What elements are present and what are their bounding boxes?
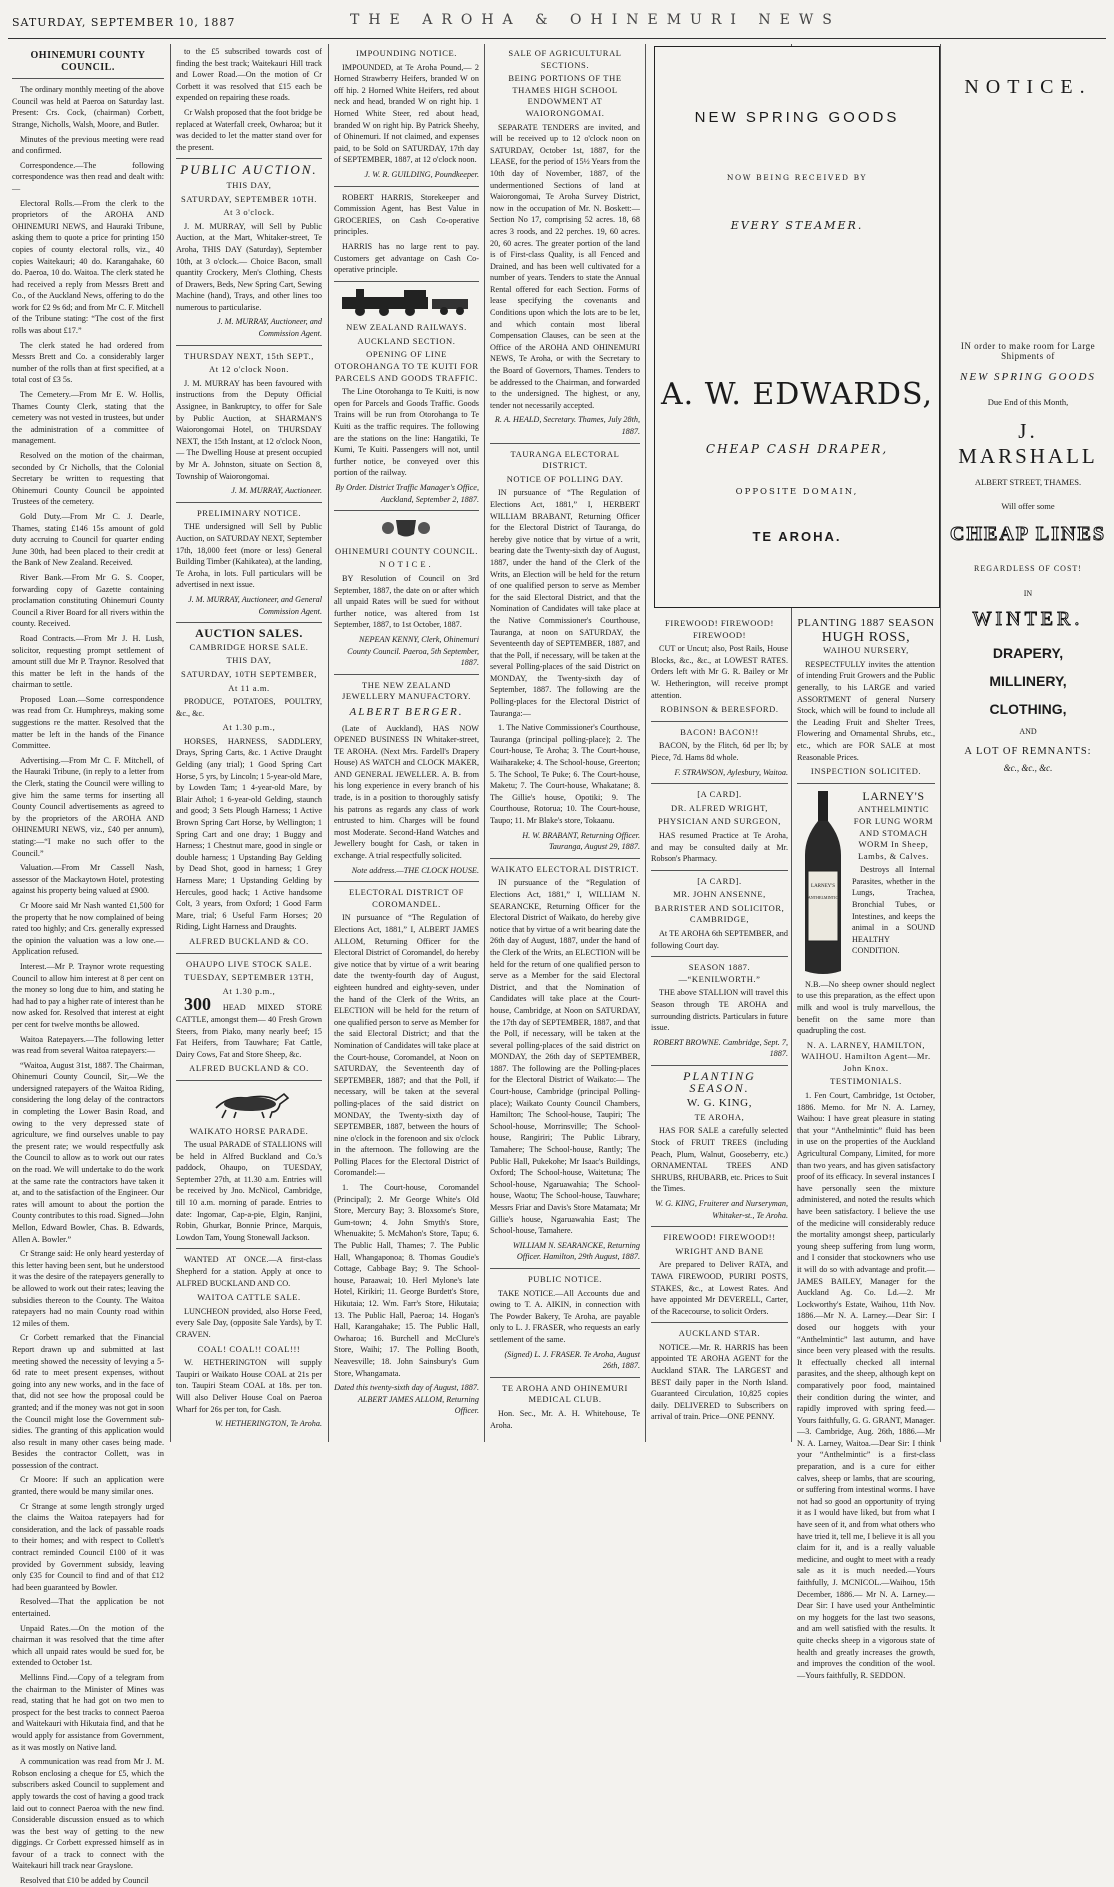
ad-body: BY Resolution of Council on 3rd September, 1887, the date on or after which all unpaid Rates will be sued for without further notice, was altered from 1st September, 1887, to 1st October, 1887. bbox=[334, 573, 479, 630]
divider bbox=[651, 870, 788, 871]
ad-title: WAITOA CATTLE SALE. bbox=[197, 1292, 301, 1303]
ad-title: BACON! BACON!! bbox=[680, 726, 759, 737]
locomotive-engraving bbox=[334, 287, 479, 317]
ad-title: THURSDAY NEXT, 15th SEPT., bbox=[184, 350, 314, 361]
article-paragraph: Advertising.—From Mr C. F. Mitchell, of the Hauraki Tribune, (in reply to a letter from the Clerk, stating the Council were willing to give him the same terms for inserting all County Council advertisements as agreed to by the proprietors of the AROHA AND OHINEMURI NEWS, viz., £40 per annum), stating:—“I make no such offer to the Council.” bbox=[12, 755, 164, 858]
divider bbox=[334, 281, 479, 282]
ad-title: OHAUPO LIVE STOCK SALE. bbox=[185, 958, 313, 969]
divider bbox=[176, 953, 322, 954]
masthead: THE AROHA & OHINEMURI NEWS bbox=[350, 12, 841, 28]
ad-name: J. MARSHALL bbox=[958, 419, 1098, 468]
ad-title: OHINEMURI COUNTY COUNCIL. bbox=[335, 545, 478, 556]
column-divider bbox=[940, 44, 941, 1442]
ad-body: HARRIS has no large rent to pay. Customers get advantage on Cash Co-operative principle. bbox=[334, 241, 479, 275]
ad-body: The Line Otorohanga to Te Kuiti, is now open for Parcels and Goods Traffic. Goods Trains will be run from Otorohanga to Te Kuiti as the traffic requires. The following are the stations on the line: Hangatiki, Te Kumi, Te Kuiti. Passengers will not, until further notice, be conveyed over this portion of the railway. bbox=[334, 387, 479, 478]
divider bbox=[797, 783, 935, 784]
ad-title: WAIKATO HORSE PARADE. bbox=[189, 1125, 309, 1136]
ad-signature: J. M. MURRAY, Auctioneer, and Commission Agent. bbox=[216, 317, 322, 339]
ad-signature: ROBERT BROWNE. Cambridge, Sept. 7, 1887. bbox=[653, 1037, 788, 1059]
ad-title: PLANTING 1887 SEASON bbox=[797, 617, 935, 629]
divider bbox=[176, 158, 322, 159]
divider bbox=[651, 1065, 788, 1066]
article-paragraph: Unpaid Rates.—On the motion of the chairman it was resolved that the time after which all unpaid rates would be sued for, be extended to October 1st. bbox=[12, 1623, 164, 1668]
article-paragraph: “Waitoa, August 31st, 1887. The Chairman, Ohinemuri County Council, Sir,—We the undersigned ratepayers of the Waitoa Riding, considering the long delay of the contractors in completing the Lower Basin Road, and owing to the very depressed state of agriculture, we find ourselves unable to pay the present rate; we would respectfully ask the Council to allow as to work out our rates on the road. We will undertake to do the work at the same rate the contractors have taken it at, and to the satisfaction of the Engineer. Our rates will amount to about the portion the County contributes to this road. Signed—John Mellon, Edward Bowler, Chas. B. Edwards, Allen A. Bowler.” bbox=[12, 1060, 164, 1244]
ad-body: RESPECTFULLY invites the attention of intending Fruit Growers and the Public generally, to his LARGE and varied ASSORTMENT of general Nursery Stock, which will be found to include all the Leading Fruit and Shelter Trees, Flowering and Ornamental Shrubs, etc., etc., which are FOR SALE at most Reasonable Prices. bbox=[797, 659, 935, 762]
ad-line: TE AROHA, bbox=[694, 1111, 745, 1122]
divider bbox=[651, 721, 788, 722]
coat-of-arms-icon bbox=[334, 516, 479, 540]
ad-line: MILLINERY, bbox=[989, 673, 1067, 689]
ad-title: TESTIMONIALS. bbox=[830, 1076, 902, 1087]
article-paragraph: Cr Moore said Mr Nash wanted £1,500 for the property that he now complained of being rated too highly; and Crs. generally expressed the opinion the valuation was a low one.—Application refused. bbox=[12, 900, 164, 957]
article-paragraph: Cr Strange said: He only heard yesterday of this letter having been sent, but he understood it was the desire of the ratepayers generally to be allowed to work out their rates; leaving the subsidies thereon to the County. The Waitoa ratepayers had no main County road within 12 miles of them. bbox=[12, 1249, 164, 1328]
ad-line: TUESDAY, SEPTEMBER 13TH, bbox=[184, 972, 314, 983]
article-paragraph: Minutes of the previous meeting were read and confirmed. bbox=[12, 134, 164, 156]
ad-line: NOTICE. bbox=[379, 559, 434, 570]
ad-body: HAS FOR SALE a carefully selected Stock of FRUIT TREES (including Peach, Plum, Walnut, Gooseberry, etc.) ORNAMENTAL TREES AND SHRUBS, RHUBARB, etc. Prices to Suit the Times. bbox=[651, 1126, 788, 1194]
article-paragraph: The ordinary monthly meeting of the above Council was held at Paeroa on Saturday last. Present: Crs. Cock, (chairman) Corbett, Strange, Nicholls, Walsh, Moore, and Butler. bbox=[12, 85, 164, 129]
ad-body: The usual PARADE of STALLIONS will be held in Alfred Buckland and Co.'s paddock, Ohaupo, on TUESDAY, September 27th, at 11.30 a.m. Entries will be received by Jno. McNicol, Cambridge, till 10 a.m. morning of parade. Entries to date: Ingomar, Cap-a-pie, Elgin, Ranjini, Robin, Ghurkar, Bonnie Prince, Marquis, Lowdon Tam, Young Stonewall Jackson. bbox=[176, 1140, 322, 1242]
article-paragraph: Valuation.—From Mr Cassell Nash, assessor of the Mackaytown Hotel, protesting against his property being valued at £900. bbox=[12, 863, 164, 896]
divider bbox=[176, 1248, 322, 1249]
ad-signature: ALFRED BUCKLAND & CO. bbox=[189, 935, 309, 946]
ad-body: J. M. MURRAY has been favoured with instructions from the Deputy Official Assignee, in Bankruptcy, to offer for Sale by Public Auction, at SHARMAN'S Waiorongomai Hotel, on THURSDAY NEXT, the 15th Instant, at 12 o'clock Noon,— The Dwelling House at present occupied by Mr A. Johnston, situate on Section 8, Township of Waiorongomai. bbox=[176, 378, 322, 481]
ad-line: IN bbox=[1023, 589, 1033, 598]
ad-title: AUCTION SALES. bbox=[195, 626, 303, 641]
article-paragraph: Correspondence.—The following correspondence was then read and dealt with:— bbox=[12, 160, 164, 193]
ad-line: NOW BEING RECEIVED BY bbox=[726, 173, 868, 182]
column-nursery-anthelmintic bbox=[797, 616, 935, 1680]
ad-signature: NEPEAN KENNY, Clerk, Ohinemuri County Council. Paeroa, 5th September, 1887. bbox=[347, 634, 479, 668]
divider bbox=[176, 1080, 322, 1081]
column-notices bbox=[334, 46, 479, 1441]
column-divider bbox=[645, 44, 646, 1442]
ad-body: HEAD MIXED STORE CATTLE, amongst them— 40 Fresh Grown Steers, from Piako, many nearly beef; 15 Fat Heifers, from Tauwhare; Fat Cattle, Dairy Cows, Fat and Store Sheep, &c. bbox=[176, 1003, 323, 1059]
ad-title: PUBLIC AUCTION. bbox=[180, 162, 318, 178]
ad-title: PRELIMINARY NOTICE. bbox=[196, 507, 302, 518]
column-auctions bbox=[176, 46, 322, 1441]
divider bbox=[651, 956, 788, 957]
ad-signature: F. STRAWSON, Aylesbury, Waitoa. bbox=[674, 767, 788, 777]
ad-signature: J. M. MURRAY, Auctioneer, and General Commission Agent. bbox=[188, 594, 322, 616]
column-elections bbox=[490, 46, 640, 1441]
ad-line: At 3 o'clock. bbox=[223, 207, 275, 218]
ad-body: THE undersigned will Sell by Public Auction, on SATURDAY NEXT, September 17th, 18,000 feet (more or less) General Building Timber (Kahikatea), at the landing, Te Aroha, in lots. Full particulars will be advertised in next issue. bbox=[176, 522, 322, 590]
ad-line: WRIGHT AND BANE bbox=[675, 1245, 764, 1256]
ad-line: THIS DAY, bbox=[226, 655, 272, 666]
divider bbox=[651, 1322, 788, 1323]
column-marshall-notice bbox=[946, 46, 1110, 1441]
ad-title: COAL! COAL!! COAL!!! bbox=[197, 1343, 301, 1354]
ad-name: W. G. KING, bbox=[686, 1097, 753, 1110]
ad-signature: J. W. R. GUILDING, Poundkeeper. bbox=[364, 169, 479, 179]
ad-signature: Dated this twenty-sixth day of August, 1887. ALBERT JAMES ALLOM, Returning Officer. bbox=[334, 1383, 479, 1416]
ad-signature: WILLIAM N. SEARANCKE, Returning Officer. Hamilton, 29th August, 1887. bbox=[512, 1240, 640, 1262]
ad-body: (Late of Auckland), HAS NOW OPENED BUSINESS IN Whitaker-street, TE AROHA. (Next Mrs. Fardell's Drapery House) AS WATCH and CLOCK MAKER, AND GENERAL JEWELLER. A. B. from his long experience in every branch of his trade, is in a position to thoroughly satisfy his patrons as regards any class of work entrusted to him. Charges will be found most Moderate. Second-Hand Watches and Jewellery bought for Cash, or taken in exchange. A trial respectfully solicited. bbox=[334, 723, 479, 861]
anthelmintic-copy bbox=[852, 789, 935, 979]
ad-signature: W. G. KING, Fruiterer and Nurseryman, Whitaker-st., Te Aroha. bbox=[655, 1198, 788, 1220]
ad-headline: NOTICE. bbox=[964, 76, 1092, 98]
ad-line: DRAPERY, bbox=[992, 645, 1064, 661]
ad-line: CHEAP CASH DRAPER, bbox=[705, 442, 889, 456]
ad-signature: Note address.—THE CLOCK HOUSE. bbox=[351, 865, 479, 875]
ad-line: BARRISTER AND SOLICITOR, CAMBRIDGE, bbox=[654, 902, 785, 925]
svg-text:ANTHELMINTIC: ANTHELMINTIC bbox=[807, 894, 839, 900]
ad-line: TE AROHA. bbox=[752, 529, 842, 544]
ad-body: 1. The Native Commissioner's Courthouse, Tauranga (principal polling-place); 2. The Court-house, Te Aroha; 3. The Court-house, Waiharakeke; 4. The School-house, Greerton; 5. The School, Te Puke; 6. The Court-house, Maketu; 7. The Court-house, Whakatane; 8. The Gillie's house, Opotiki; 9. The Courthouse, Rotorua; 10. The Court-house, Taupo; 11. Mr Blake's store, Tokaanu. bbox=[490, 723, 640, 825]
ad-line: IN order to make room for Large Shipments of bbox=[960, 341, 1096, 361]
article-paragraph: Proposed Loan.—Some correspondence was read from Cr. Humphreys, making some suggestions re the matter. Resolved that the matter be left in the hands of the Finance Committee. bbox=[12, 694, 164, 751]
ad-title: TAURANGA ELECTORAL DISTRICT. bbox=[510, 448, 620, 471]
ad-title: ELECTORAL DISTRICT OF COROMANDEL. bbox=[349, 887, 464, 909]
ad-name: ALBERT BERGER. bbox=[349, 705, 464, 718]
ad-line: OPPOSITE DOMAIN, bbox=[735, 487, 859, 497]
article-paragraph: Cr Corbett remarked that the Financial Report drawn up and submitted at last meeting showed the necessity of levying a 5-6d rate to meet present expenses, without going into any new works, and in the face of that, did not see how the proposal could be granted; and if the money was not got in soon the Council might lose the Government sub-sidies. The granting of this application would also result in many other cases being made. Besides the contractor Collett, was in possession of the contract. bbox=[12, 1333, 164, 1470]
ad-body: J. M. MURRAY, will Sell by Public Auction, at the Mart, Whitaker-street, Te Aroha, THIS DAY (Saturday), September 10th, at 3 o'clock.— Choice Bacon, small quantity Crockery, Men's Clothing, Chests of Drawers, Beds, New Spring Cart, Sewing Machine (hand), Trays, and other lines too numerous to particularise. bbox=[176, 221, 322, 312]
article-paragraph: Mellinns Find.—Copy of a telegram from the chairman to the Minister of Mines was read, stating that he had got on two men to prospect for the best tracks to connect Paeroa and Waitekauri with Hikutaia find, and that he would apply for assistance from Government, as it was mostly on Native land. bbox=[12, 1672, 164, 1752]
ad-line: CLOTHING, bbox=[989, 701, 1067, 717]
divider bbox=[490, 858, 640, 859]
ad-signature: H. W. BRABANT, Returning Officer. Tauranga, August 29, 1887. bbox=[522, 830, 640, 852]
page-header bbox=[0, 0, 1114, 42]
ad-body: THE above STALLION will travel this Season through TE AROHA and surrounding districts. Particulars in future issue. bbox=[651, 988, 788, 1033]
ad-line: A LOT OF REMNANTS: bbox=[964, 746, 1092, 757]
article-paragraph: River Bank.—From Mr G. S. Cooper, forwarding copy of Gazette containing proclamation constituting Ohinemuri County Council a River Board for all rivers within the county. Received. bbox=[12, 572, 164, 629]
ad-title: FIREWOOD! FIREWOOD! FIREWOOD! bbox=[665, 618, 774, 640]
ad-title: TE AROHA AND OHINEMURI MEDICAL CLUB. bbox=[502, 1382, 628, 1405]
ad-body: Hon. Sec., Mr. A. H. Whitehouse, Te Aroha. bbox=[490, 1408, 640, 1430]
ad-signature: N. A. LARNEY, HAMILTON, WAIHOU. Hamilton Agent—Mr. John Knox. bbox=[801, 1039, 931, 1073]
article-paragraph: Cr Moore: If such an application were granted, there would be many similar ones. bbox=[12, 1475, 164, 1497]
ad-body: SEPARATE TENDERS are invited, and will be received up to 12 o'clock noon on SATURDAY, October 1st, 1887, for the LEASE, for the period of 15½ Years from the 10th day of November, 1887, of the undermentioned Sections of land at Waiorongomai, Te Aroha Survey District, now in the occupation of Mr. N. Boskett:— Section No 17, comprising 52 acres. 18, 68 acres 3 roods, and 22 perches. 19, 60 acres. 20, 60 acres. The greater portion of the land is of First-class Quality, is all Fenced and Drained, and has been well cultivated for a number of years. Tenders to state the Annual Rental offered for each Section. Forms of lease specifying the covenants and Conditions upon which the lots are to be let, and which contain most liberal Compensation Clauses, can be seen at the Office of the AROHA AND OHINEMURI NEWS, Te Aroha, or with the Secretary to the Board of Governors, Thames. Tenders to be addressed to the Chairman, and forwarded to the undersigned. The highest, or any, tender not necessarily accepted. bbox=[490, 122, 640, 410]
article-paragraph: The Cemetery.—From Mr E. W. Hollis, Thames County Clerk, stating that the cemetery was not vested in trustees, but under the administration of a committee of management. bbox=[12, 390, 164, 446]
ad-title: NEW ZEALAND RAILWAYS. bbox=[346, 322, 467, 333]
ad-line: REGARDLESS OF COST! bbox=[974, 564, 1082, 573]
ad-line: CAMBRIDGE HORSE SALE. bbox=[189, 641, 309, 652]
ad-line: ALBERT STREET, THAMES. bbox=[974, 477, 1082, 487]
divider bbox=[334, 881, 479, 882]
ad-body: NOTICE.—Mr. R. HARRIS has been appointed TE AROHA AGENT for the Auckland STAR. The LARGEST and BEST daily paper in the North Island. Guaranteed Circulation, 10,825 copies daily. DELIVERED to Subscribers on arrival of train. Price—ONE PENNY. bbox=[651, 1342, 788, 1422]
ad-title: SALE OF AGRICULTURAL SECTIONS. bbox=[508, 48, 622, 70]
ad-body: W. HETHERINGTON will supply Taupiri or Waikato House COAL at 21s per ton. Taupiri Steam COAL at 18s. per ton. Will also Deliver House Coal on Paeroa Wharf for 26s per ton, for Cash. bbox=[176, 1358, 322, 1414]
ad-line: [A CARD]. bbox=[697, 875, 742, 886]
ad-body: IN pursuance of “The Regulation of Elections Act, 1881,” I, HERBERT WILLIAM BRABANT, Returning Officer for the Electoral District of Tauranga, do hereby give notice that by virtue of a writ, bearing date the Twenty-sixth day of August, 1887, under the hand of the Clerk of the Writs, an Election will be held for the return of one qualified person to serve as Member for the said Electoral District, and that the Nomination of Candidates will take place at the Native Commissioner's Courthouse, Tauranga, at noon on SATURDAY, the Seventeenth day of SEPTEMBER, 1887, and that the Poll, if necessary, will be taken at the several Polling-places of the said District on MONDAY, the Twenty-sixth day of September, 1887. The following are the Polling-places for the Electoral District of Tauranga:— bbox=[490, 488, 640, 718]
article-paragraph: Resolved—That the application be not entertained. bbox=[12, 1597, 164, 1618]
ad-name: LARNEY'S bbox=[862, 788, 925, 803]
ad-line: ANTHELMINTIC FOR LUNG WORM AND STOMACH WORM In Sheep, Lambs, & Calves. bbox=[853, 804, 934, 861]
ad-title: MR. JOHN ANSENNE, bbox=[673, 889, 766, 900]
header-rule bbox=[8, 38, 1106, 39]
svg-text:LARNEY'S: LARNEY'S bbox=[811, 883, 835, 889]
column-divider bbox=[484, 44, 485, 1442]
article-continued: Cr Walsh proposed that the foot bridge be replaced at Waterfall creek, Owharoa; but it was decided to let the matter stand over for the present. bbox=[176, 107, 322, 152]
ad-title: AUCKLAND STAR. bbox=[678, 1328, 761, 1339]
divider bbox=[651, 1226, 788, 1227]
ad-name: HUGH ROSS, bbox=[821, 629, 911, 645]
ad-title: WAIKATO ELECTORAL DISTRICT. bbox=[491, 863, 639, 874]
article-continued: to the £5 subscribed towards cost of finding the best track; Waitekauri Hill track and Lower Road.—On the motion of Cr Corbett it was resolved that £15 each be expended on repairing these roads. bbox=[176, 47, 322, 103]
article-paragraph: Waitoa Ratepayers.—The following letter was read from several Waitoa ratepayers:— bbox=[12, 1034, 164, 1056]
article-paragraph: Gold Duty.—From Mr C. J. Dearle, Thames, stating £146 15s amount of gold duty accruing to Council for quarter ending June 30th, had been placed to their credit at the Bank of New Zealand. Received. bbox=[12, 511, 164, 568]
ad-line: BEING PORTIONS OF THE THAMES HIGH SCHOOL ENDOWMENT AT WAIORONGOMAI. bbox=[508, 73, 622, 118]
article-paragraph: Resolved that £10 be added by Council bbox=[20, 1876, 149, 1886]
ad-title: PUBLIC NOTICE. bbox=[527, 1273, 603, 1284]
column-small-ads bbox=[651, 616, 788, 1441]
ad-title: PLANTING SEASON. bbox=[683, 1069, 756, 1095]
ad-title: DR. ALFRED WRIGHT, bbox=[671, 802, 768, 813]
ad-line: PHYSICIAN AND SURGEON, bbox=[657, 816, 781, 827]
ad-body: CUT or Uncut; also, Post Rails, House Blocks, &c., &c., at LOWEST RATES. Orders left with Mr G. R. Bailey or Mr W. Hetherington, will receive prompt attention. bbox=[651, 644, 788, 700]
ad-headline: WINTER. bbox=[972, 608, 1084, 630]
ad-name: A. W. EDWARDS, bbox=[660, 377, 934, 412]
ad-line: NOTICE OF POLLING DAY. bbox=[506, 473, 624, 484]
ad-line: At 1.30 p.m., bbox=[222, 985, 276, 996]
ad-body: BACON, by the Flitch, 6d per lb; by Piece, 7d. Hams 8d whole. bbox=[651, 741, 788, 762]
ad-line: AND bbox=[1019, 727, 1037, 736]
article-paragraph: Resolved on the motion of the chairman, seconded by Cr Nicholls, that the Colonial Secretary be written to requesting that Ohinemuri County Council be appointed Trustees of the cemetery. bbox=[12, 451, 164, 507]
column-divider bbox=[328, 44, 329, 1442]
ad-signature: R. A. HEALD, Secretary. Thames, July 28th, 1887. bbox=[494, 415, 640, 436]
ad-body: IMPOUNDED, at Te Aroha Pound,— 2 Horned Strawberry Heifers, branded W on off hip. 2 Horned White Heifers, red about neck and head, branded W on right hip. 1 Horned White Steer, red about head, branded W on right hip. By Patrick Sheehy, of Ohinemuri. If not claimed, and expenses paid, to be Sold on SATURDAY, 17th day of SEPTEMBER, 1887, at 12 o'clock noon. bbox=[334, 62, 479, 165]
medicine-bottle-illustration bbox=[797, 789, 849, 979]
ad-line: [A CARD]. bbox=[697, 789, 742, 800]
ad-signature: By Order. District Traffic Manager's Office, Auckland, September 2, 1887. bbox=[335, 483, 479, 504]
ad-body: Destroys all Internal Parasites, whether in the Lungs, Trachea, Bronchial Tubes, or Intestines, and keeps the animal in a SOUND HEALTHY CONDITION. bbox=[852, 865, 935, 956]
ad-body: ROBERT HARRIS, Storekeeper and Commission Agent, has Best Value in GROCERIES, on Cash Co-operative principles. bbox=[334, 192, 479, 237]
ad-signature: ALFRED BUCKLAND & CO. bbox=[189, 1063, 309, 1074]
horse-engraving bbox=[176, 1086, 322, 1120]
anthelmintic-ad bbox=[797, 789, 935, 979]
column-council-report bbox=[12, 46, 164, 1886]
ad-body: 1. Fen Court, Cambridge, 1st October, 1886. Memo. for Mr N. A. Larney, Waihou: I have great pleasure in stating that your “Anthelmintic” fluid has been in use on the properties of the Auckland Agricultural Company, Limited, for more than two years, and has given satisfactory proof of its efficacy. In several instances I have personally seen the mixture administered, and noted the results which have been satisfactory. I believe the use of the medicine will considerably reduce the mortality amongst sheep, particularly young sheep suffering from lung worm, and I consider that stockowners who use it will do so with advantage and profit.—JAMES BAILEY, Manager for the Auckland Ag. Co. Ld.—2. Mr Lockworthy's Estate, Waihou, 11th Nov. 1886.—Mr N. A. Larney.—Dear Sir: I dosed our hoggets with your “Anthelmintic” last autumn, and have since been very pleased with the results. It effectually checked all internal parasites, and the sheep, although kept on comparatively poor food, maintained their condition during the winter, and rapidly improved with spring feed.—Yours faithfully, G. G. GRANT, Manager.—3. Cambridge, Aug. 26th, 1886.—Mr N. A. Larney, Waitoa.—Dear Sir: I think your “Anthelmintic” is a first-class preparation, and is a cure for either calves, sheep or lambs, that are scouring, or suffering from intestinal worms. I have not had so good an opportunity of trying it as I would have liked, but from what I have seen of it, and from what others who have tried it, tell me, I believe it is all you claim for it, and is a really valuable medicine, and ought to meet with a ready sale as it is much needed.—Yours faithfully, J. MCNICOL.—Waihou, 15th December, 1886.— Mr N. A. Larney.—Dear Sir: I have used your Anthelmintic on my hoggets for the last two seasons, and am well satisfied with the results. It quite checks sheep in a vigorous state of health and greatly increases the growth, and improves the condition of the wool.—Yours faithfully, R. SEDDON. bbox=[797, 1091, 935, 1680]
divider bbox=[334, 510, 479, 511]
ad-title: THE NEW ZEALAND JEWELLERY MANUFACTORY. bbox=[341, 679, 472, 702]
ad-body: IN pursuance of the “Regulation of Elections Act, 1881,” I, WILLIAM N. SEARANCKE, Returning Officer for the Electoral District of Waikato, do hereby give notice that by virtue of a writ bearing date the 26th day of August, 1887, under the hand of the Clerk of the Writs, an ELECTION will be held for the return of one qualified person to serve as a Member for the said Electoral District, and that the Nomination of Candidates will take place at the Court-house, Cambridge, at Noon on SATURDAY, the 17th day of SEPTEMBER, 1887, and that the Poll, if necessary, will be taken at the several polling-places of the said district on MONDAY, the 26th day of SEPTEMBER, 1887. The following are the Polling-places for the Electoral District of Waikato:— The Court-house, Cambridge (principal Polling-place); Waikato County Council Chambers, Hamilton; The School-house, Taupiri; The School-house, Morrinsville; The School-house, Rangiriri; The Public Library, Tamahere; The School-house, Rantly; The Public Hall, Pukekohe; Mr Isaac's Buildings, Oxford; The School-house, Waitetuna; The School-house, Ngaruawahia; The School-house, Waotu; The School-house, Tauwhare; Messrs Friar and Davis's Store Matamata; Mr Gillie's house, Ngaruawahia East; The School-house, Tamahere. bbox=[490, 878, 640, 1236]
ad-line: EVERY STEAMER. bbox=[730, 219, 864, 232]
ad-signature: (Signed) L. J. FRASER. Te Aroha, August 26th, 1887. bbox=[504, 1349, 640, 1371]
ad-body: WANTED AT ONCE.—A first-class Shepherd for a station. Apply at once to ALFRED BUCKLAND AND CO. bbox=[176, 1255, 322, 1288]
issue-date: SATURDAY, SEPTEMBER 10, 1887 bbox=[12, 16, 236, 29]
ad-signature: W. HETHERINGTON, Te Aroha. bbox=[214, 1419, 322, 1429]
article-body bbox=[12, 84, 164, 1886]
article-paragraph: Electoral Rolls.—From the clerk to the proprietors of the AROHA AND OHINEMURI NEWS, and Hauraki Tribune, asking them to quote a price for printing 150 copies of county electoral rolls, viz., 40 copies Waitekauri; 40 do. Karangahake, 60 do. Paeroa, 10 do. Waitoa. The clerk stated he had received a reply from Messrs Brett and Co., of the Auckland News, offering to do the work for £2 9s 6d; and from Mr C. F. Mitchell of the Tribune stating: “The cost of the first rolls was about £17.” bbox=[12, 198, 164, 336]
ad-headline: CHEAP LINES bbox=[950, 523, 1106, 545]
divider bbox=[490, 443, 640, 444]
ad-line: At 12 o'clock Noon. bbox=[209, 364, 289, 375]
divider bbox=[490, 1268, 640, 1269]
divider bbox=[176, 622, 322, 623]
ad-body: IN pursuance of “The Regulation of Elections Act, 1881,” I, ALBERT JAMES ALLOM, Returning Officer for the Electoral District of Coromandel, do hereby give notice that by virtue of a writ bearing date the twenty-fourth day of August, eighteen hundred and eighty-seven, under the hand of the Clerk of the Writs, an ELECTION will be held for the return of one qualified person to serve as Member for the said Electoral District; and that the Nomination of Candidates will take place at the Court-house, Coromandel, at Noon on SATURDAY, the Seventeenth day of SEPTEMBER, 1887; and that the Poll, if necessary, will be taken at the several polling-places of the said district on MONDAY, the Twenty-sixth day of SEPTEMBER, 1887, between the hours of nine o'clock in the forenoon and six o'clock in the afternoon. The following are the Polling Places for the Electoral District of Coromandel:— bbox=[334, 913, 479, 1178]
divider bbox=[334, 186, 479, 187]
ad-line: Will offer some bbox=[1001, 501, 1055, 511]
ad-line: INSPECTION SOLICITED. bbox=[810, 766, 922, 777]
divider bbox=[490, 1377, 640, 1378]
article-paragraph: A communication was read from Mr J. M. Robson enclosing a cheque for £5, which the subscribers asked Council to supplement and apply towards the cost of having a good track laid out to connect Paeroa with the new find. Considerable discussion ensued as to which was the best way of getting to the new diggings. Cr Corbett expressed himself as in favour of a track to connect with the Waitekauri hill track near Grayslone. bbox=[12, 1757, 164, 1871]
cattle-count: 300 bbox=[184, 994, 211, 1015]
ad-line: &c., &c., &c. bbox=[1003, 763, 1053, 773]
ad-title: FIREWOOD! FIREWOOD!! bbox=[663, 1232, 776, 1243]
ad-title: SEASON 1887.—“KENILWORTH.” bbox=[678, 962, 761, 984]
article-paragraph: The clerk stated he had ordered from Messrs Brett and Co. a considerably larger number of the rolls than at first specified, at a total cost of £3 5s. bbox=[12, 340, 164, 385]
divider bbox=[176, 502, 322, 503]
ad-signature: ROBINSON & BERESFORD. bbox=[660, 704, 779, 715]
divider bbox=[651, 783, 788, 784]
article-paragraph: Cr Strange at some length strongly urged the claims the Waitoa ratepayers had for consideration, and the lack of passable roads to their homes; and with respect to Collett's contract reminded Council £100 of it was provided by Government subsidy, leaving only £35 for Council to find and of that £12 had been guaranteed by Bowler. bbox=[12, 1501, 164, 1592]
ad-body: Are prepared to Deliver RATA, and TAWA FIREWOOD, PURIRI POSTS, STAKES, &c., at Lowest Rates. And have appointed Mr DEVERELL, Carter, of the Racecourse, to solicit Orders. bbox=[651, 1260, 788, 1316]
ad-line: WAIHOU NURSERY, bbox=[823, 645, 909, 656]
ad-line: At 11 a.m. bbox=[228, 682, 270, 693]
ad-body: HAS resumed Practice at Te Aroha, and may be consulted daily at Mr. Robson's Pharmacy. bbox=[651, 830, 788, 864]
ad-line: SATURDAY, 10TH SEPTEMBER, bbox=[181, 668, 317, 679]
ad-headline: NEW SPRING GOODS bbox=[694, 109, 900, 126]
article-paragraph: Interest.—Mr P. Traynor wrote requesting Council to allow him interest at 8 per cent on the money so long due to him, and stating he had had to pay a higher rate of interest than he now asked for. Resolved that interest at eight per cent for twelve months be allowed. bbox=[12, 961, 164, 1029]
article-paragraph: Road Contracts.—From Mr J. H. Lush, solicitor, requesting prompt settlement of amount still due Mr P. Traynor. Resolved that this matter be left in the hands of the chairman to settle. bbox=[12, 633, 164, 690]
ad-body: PRODUCE, POTATOES, POULTRY, &c., &c. bbox=[176, 697, 322, 718]
ad-body: HORSES, HARNESS, SADDLERY, Drays, Spring Carts, &c. 1 Active Draught Gelding (any trial); 1 Good Spring Cart Horse, 5 yrs, by Lincoln; 1 5-year-old Mare, by Lowden Tam; 1 4-year-old Mare, by Blair Athol; 1 6-year-old Gelding, staunch and good; 3 Sets Plough Harness; 1 Active Brown Spring Cart Horse, by Wellington; 1 Spring Cart and one dray; 1 Buggy and Harness; 1 Chestnut mare, good in single or double harness; 1 Upstanding Bay Gelding by Dead Shot, good in harness; 1 Grey Harness Mare; 1 Upstanding Gelding by Hercules, good hack; 1 Active handsome Colt, 3 years, from Oxford; 1 Good Farm Mare, trial; 6 Useful Farm Horses; 20 Riding, Light Harness and Draughts. bbox=[176, 736, 322, 932]
ad-line: NEW SPRING GOODS bbox=[960, 371, 1096, 383]
ad-line: THIS DAY, bbox=[226, 179, 272, 190]
ad-body: At TE AROHA 6th SEPTEMBER, and following Court day. bbox=[651, 929, 788, 950]
ad-body: N.B.—No sheep owner should neglect to use this preparation, as the effect upon milk and wool is truly marvellous, the benefit on the same more than quadrupling the cost. bbox=[797, 979, 935, 1036]
ad-line: SATURDAY, SEPTEMBER 10TH. bbox=[181, 193, 317, 204]
ad-signature: J. M. MURRAY, Auctioneer. bbox=[231, 486, 322, 496]
ad-title: IMPOUNDING NOTICE. bbox=[356, 48, 457, 58]
divider bbox=[176, 345, 322, 346]
ad-body: 1. The Court-house, Coromandel (Principal); 2. Mr George White's Old Store, Mercury Bay; 3. Bloxsome's Store, Gum-town; 4. John Smyth's Store, Whenuakite; 5. McMahon's Store, Tapu; 6. The Public Hall, Thames; 7. The Public Hall, Whangaponoa; 8. Thomas Goudie's Cottage, Cabbage Bay; 9. The School-house, Paraawai; 10. Herl Mylone's late Hotel, Kirikiri; 11. George Burdett's Store, Hikutaia; 12. Wm. Farr's Store, Hikutaia; 13. The Public Hall, Paeroa; 14. Hogan's Hall, Karangahake; 15. The Public Hall, Owharoa; 16. Burchell and McClure's Store, Waihi; 17. The Polling Booth, Neavesville; 18. John Sainsbury's Gum Store, Whangamata. bbox=[334, 1183, 479, 1378]
ad-line: Due End of this Month, bbox=[987, 397, 1069, 407]
divider bbox=[12, 78, 164, 79]
ad-body: TAKE NOTICE.—All Accounts due and owing to T. A. AIKIN, in connection with The Powder Bakery, Te Aroha, are payable only to L. J. FRASER, who requests an early settlement of the same. bbox=[490, 1288, 640, 1344]
ad-line: At 1.30 p.m., bbox=[222, 722, 276, 733]
ad-body: LUNCHEON provided, also Horse Feed, every Sale Day, (opposite Sale Yards), by T. CRAVEN. bbox=[176, 1306, 322, 1339]
article-title: OHINEMURI COUNTY COUNCIL. bbox=[30, 50, 146, 73]
divider bbox=[334, 674, 479, 675]
edwards-ad bbox=[654, 46, 940, 608]
ad-line: AUCKLAND SECTION. bbox=[357, 335, 456, 346]
ad-line: OPENING OF LINE OTOROHANGA TO TE KUITI FOR PARCELS AND GOODS TRAFFIC. bbox=[334, 349, 479, 383]
column-divider bbox=[170, 44, 171, 1442]
